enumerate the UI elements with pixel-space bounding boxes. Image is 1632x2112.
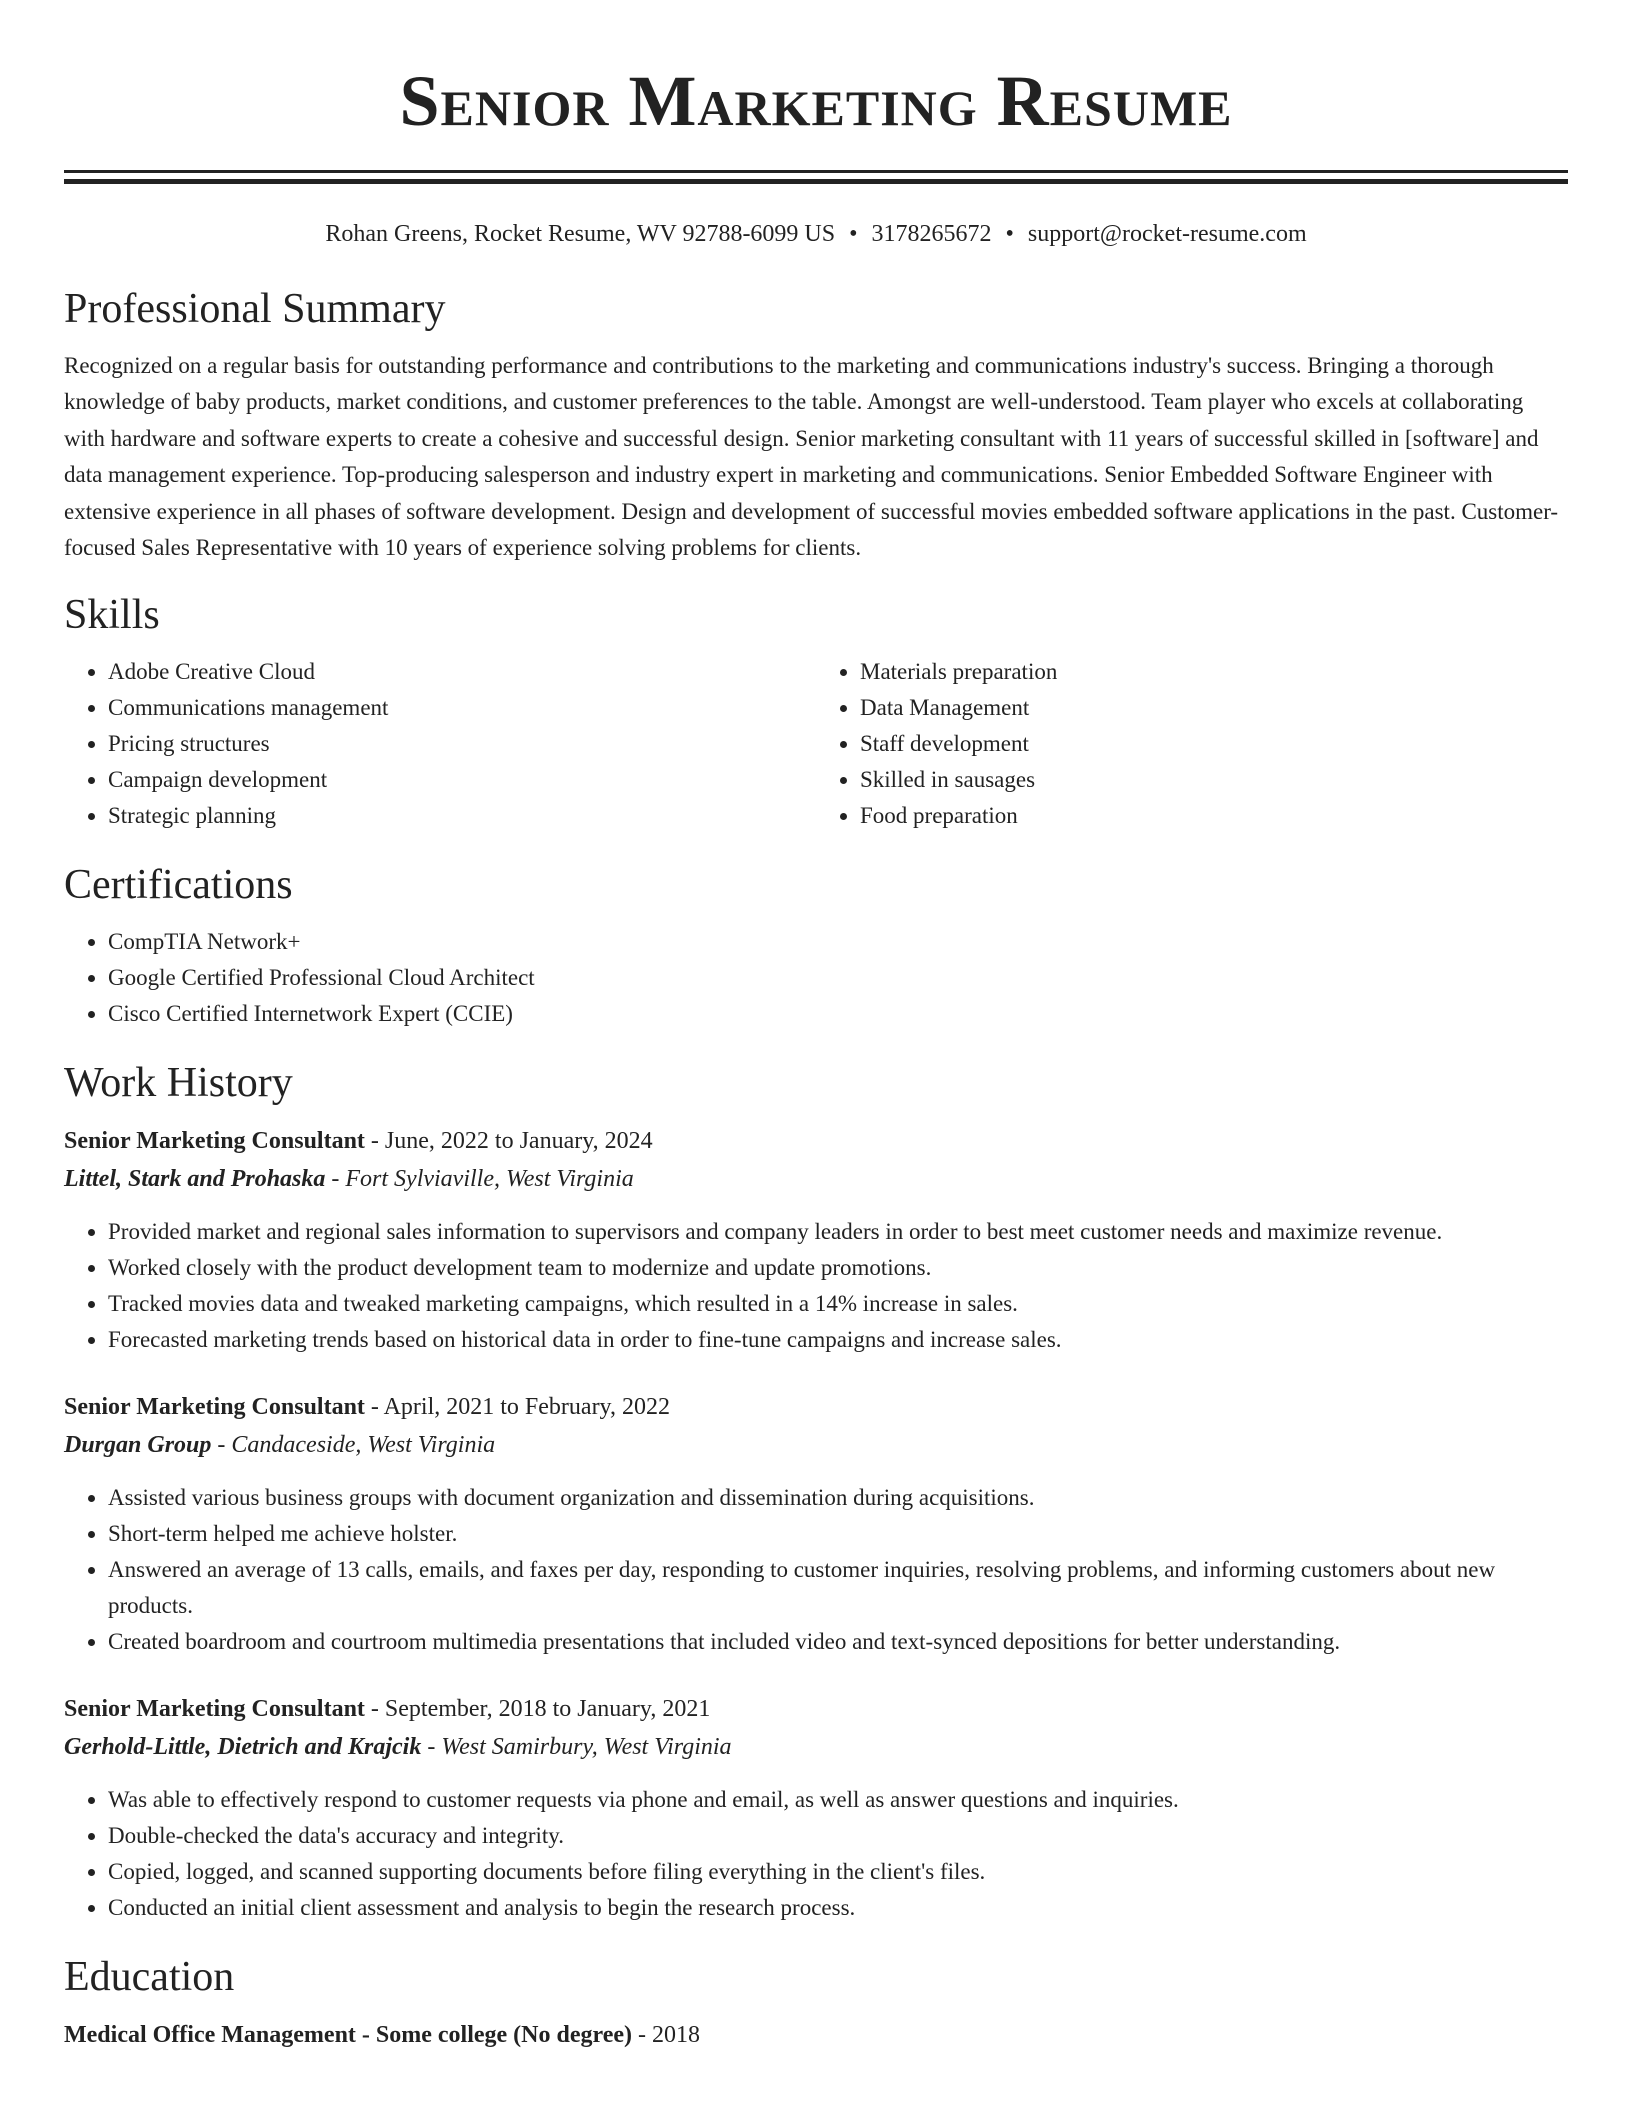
duty-item: • Copied, logged, and scanned supporting documents before filing everything in the client's files. [108,1854,1568,1890]
summary-text: Recognized on a regular basis for outstanding performance and contributions to the marketing and communications industry's success. Bringing a thorough knowledge of baby products, market conditions, and customer preferences to the table. Amongst are well-understood. Team player who excels at collaborating with hardware and software experts to create a cohesive and successful design. Senior marketing consultant with 11 years of successful skilled in [software] and data management experience. Top-producing salesperson and industry expert in marketing and communications. Senior Embedded Software Engineer with extensive experience in all phases of software development. Design and development of successful movies embedded software applications in the past. Customer-focused Sales Representative with 10 years of experience solving problems for clients. [64,353,1559,561]
job-title: Senior Marketing Consultant [64,1394,365,1421]
skills-list-right [816,654,1568,834]
contact-email: support@rocket-resume.com [1027,221,1307,247]
contact-separator: • [1005,221,1014,247]
job-title-line [64,1122,1568,1160]
duty-item: • Tracked movies data and tweaked marketing campaigns, which resulted in a 14% increase in sales. [108,1286,1568,1322]
certifications-heading: Certifications [64,862,293,909]
skill-item: • Strategic planning [108,798,816,834]
skill-item: • Skilled in sausages [860,762,1568,798]
contact-separator: • [849,221,858,247]
duty-item: • Forecasted marketing trends based on historical data in order to fine-tune campaigns and increase sales. [108,1322,1568,1358]
job-title: Senior Marketing Consultant [64,1696,365,1723]
company-name: Durgan Group [64,1432,212,1459]
duty-item: • Conducted an initial client assessment and analysis to begin the research process. [108,1890,1568,1926]
duty-item: • Double-checked the data's accuracy and integrity. [108,1818,1568,1854]
duty-item: • Provided market and regional sales information to supervisors and company leaders in order to best meet customer needs and maximize revenue. [108,1214,1568,1250]
job-entry [64,1122,1568,1358]
skill-item: • Data Management [860,690,1568,726]
company-location: - Candaceside, West Virginia [211,1432,496,1459]
skill-item: • Pricing structures [108,726,816,762]
company-name: Littel, Stark and Prohaska [64,1166,326,1193]
certification-item: • CompTIA Network+ [108,924,1568,960]
work-history-heading: Work History [64,1060,293,1107]
company-line [64,1728,1568,1766]
job-dates: - April, 2021 to February, 2022 [364,1394,670,1421]
duty-item: • Short-term helped me achieve holster. [108,1516,1568,1552]
job-title-line [64,1388,1568,1426]
title-divider-top [64,170,1568,173]
company-name: Gerhold-Little, Dietrich and Krajcik [64,1734,422,1761]
skill-item: • Staff development [860,726,1568,762]
skill-item: • Food preparation [860,798,1568,834]
education-degree: Medical Office Management - Some college (No degree) [64,2022,633,2049]
job-duties [64,1782,1568,1926]
job-duties [64,1214,1568,1358]
duty-item: • Created boardroom and courtroom multimedia presentations that included video and text-synced depositions for better understanding. [108,1624,1568,1660]
contact-phone: 3178265672 [871,221,992,247]
job-dates: - September, 2018 to January, 2021 [364,1696,711,1723]
job-entry [64,1690,1568,1926]
company-location: - Fort Sylviaville, West Virginia [325,1166,634,1193]
skill-item: • Communications management [108,690,816,726]
title-divider-bottom [64,179,1568,184]
skill-item: • Adobe Creative Cloud [108,654,816,690]
company-line [64,1426,1568,1464]
education-entry [64,2016,1568,2054]
job-title: Senior Marketing Consultant [64,1128,365,1155]
duty-item: • Was able to effectively respond to customer requests via phone and email, as well as answer questions and inquiries. [108,1782,1568,1818]
skill-item: • Materials preparation [860,654,1568,690]
skill-item: • Campaign development [108,762,816,798]
duty-item: • Worked closely with the product development team to modernize and update promotions. [108,1250,1568,1286]
certifications-list [64,924,1568,1032]
company-location: - West Samirbury, West Virginia [421,1734,732,1761]
job-dates: - June, 2022 to January, 2024 [364,1128,653,1155]
contact-address: Rohan Greens, Rocket Resume, WV 92788-6099 US [325,221,836,247]
education-heading: Education [64,1954,235,2001]
certification-item: • Cisco Certified Internetwork Expert (CCIE) [108,996,1568,1032]
job-title-line [64,1690,1568,1728]
certification-item: • Google Certified Professional Cloud Architect [108,960,1568,996]
skills-list-left [64,654,816,834]
duty-item: • Assisted various business groups with document organization and dissemination during acquisitions. [108,1480,1568,1516]
job-duties [64,1480,1568,1660]
skills-columns [64,654,1568,834]
duty-item: • Answered an average of 13 calls, emails, and faxes per day, responding to customer inquiries, resolving problems, and informing customers about new products. [108,1552,1568,1624]
summary-heading: Professional Summary [64,286,446,332]
job-entry [64,1388,1568,1660]
contact-line [64,218,1568,250]
resume-title: Senior Marketing Resume [399,61,1233,141]
skills-heading: Skills [64,592,160,639]
education-year: - 2018 [632,2022,701,2049]
company-line [64,1160,1568,1198]
